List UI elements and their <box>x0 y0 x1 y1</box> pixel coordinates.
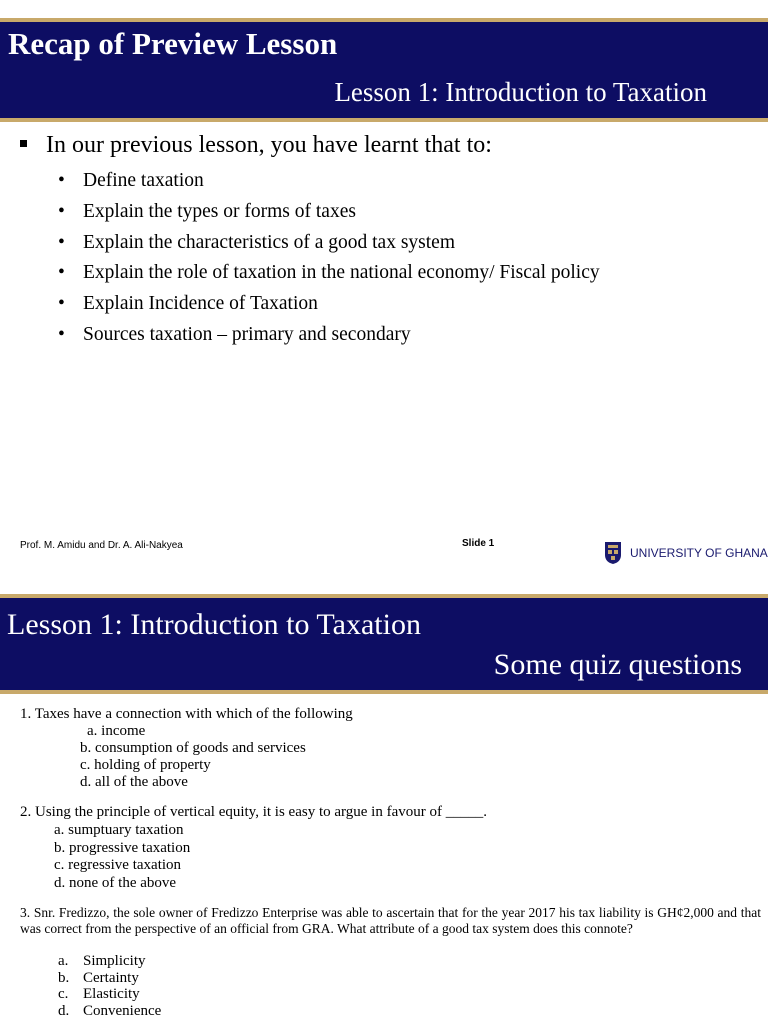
option-d: d. all of the above <box>80 774 188 790</box>
logo-text: UNIVERSITY OF GHANA <box>630 546 768 560</box>
question-text: 1. Taxes have a connection with which of the following <box>20 706 353 722</box>
list-item: • Sources taxation – primary and secondary <box>58 322 600 353</box>
option-a: a. sumptuary taxation <box>54 821 184 838</box>
bullet-icon: • <box>58 200 65 222</box>
list-item: • Explain Incidence of Taxation <box>58 291 600 322</box>
gold-rule-bottom <box>0 690 768 694</box>
intro-bullet <box>20 132 492 159</box>
list-item: • Explain the role of taxation in the national economy/ Fiscal policy <box>58 260 600 291</box>
slide-title: Recap of Preview Lesson <box>8 26 338 61</box>
footer-authors: Prof. M. Amidu and Dr. A. Ali-Nakyea <box>20 540 183 551</box>
question-3-options <box>58 953 161 1019</box>
bullet-icon: • <box>58 293 65 315</box>
option-a: a. Simplicity <box>58 953 146 969</box>
slide-title: Lesson 1: Introduction to Taxation <box>7 608 421 641</box>
gold-rule-bottom <box>0 118 768 122</box>
list-item: • Explain the types or forms of taxes <box>58 199 600 230</box>
bullet-icon: • <box>58 323 65 345</box>
learning-points-list <box>58 168 600 353</box>
slide-subtitle: Some quiz questions <box>493 648 742 681</box>
university-logo <box>604 541 768 565</box>
question-1 <box>20 706 353 791</box>
question-2 <box>20 804 487 893</box>
slide-subtitle: Lesson 1: Introduction to Taxation <box>334 77 707 107</box>
option-c: c. Elasticity <box>58 986 140 1002</box>
bullet-icon: • <box>58 170 65 191</box>
slide-number: Slide 1 <box>462 538 495 549</box>
bullet-icon: • <box>58 231 65 253</box>
option-d: d. Convenience <box>58 1002 162 1019</box>
option-b: b. progressive taxation <box>54 839 191 856</box>
bullet-icon: • <box>58 262 65 284</box>
option-c: c. regressive taxation <box>54 857 182 874</box>
option-d: d. none of the above <box>54 875 177 892</box>
question-3: 3. Snr. Fredizzo, the sole owner of Fredizzo Enterprise was able to ascertain that for the year 2017 his tax liability is GH¢2,000 and that was correct from the perspective of an official from GRA. What attribute of a good tax system does this connote? <box>20 905 761 936</box>
option-c: c. holding of property <box>80 757 211 773</box>
intro-text: In our previous lesson, you have learnt that to: <box>46 132 492 158</box>
title-band <box>0 598 768 690</box>
list-item: • Explain the characteristics of a good tax system <box>58 230 600 261</box>
option-b: b. consumption of goods and services <box>80 740 306 756</box>
list-item: • Define taxation <box>58 168 600 199</box>
crest-icon <box>604 541 622 565</box>
square-bullet-icon <box>20 140 27 147</box>
title-band <box>0 22 768 118</box>
option-a: a. income <box>87 723 146 739</box>
question-text: 2. Using the principle of vertical equity, it is easy to argue in favour of _____. <box>20 804 487 820</box>
option-b: b. Certainty <box>58 969 139 986</box>
